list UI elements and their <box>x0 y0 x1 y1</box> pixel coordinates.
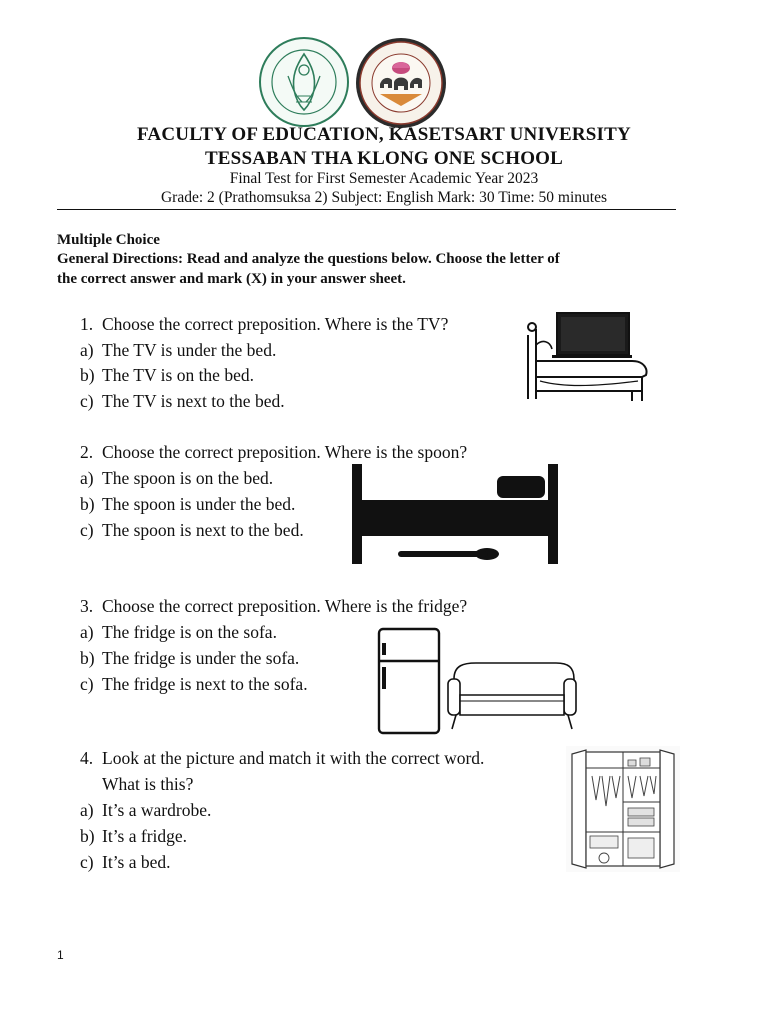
section-title: Multiple Choice <box>57 232 160 248</box>
option-3b[interactable] <box>80 648 299 669</box>
option-letter: c) <box>80 674 94 694</box>
option-text: It’s a wardrobe. <box>102 800 212 820</box>
option-text: The TV is under the bed. <box>102 340 277 360</box>
option-1c[interactable] <box>80 391 285 412</box>
grade-subject-line: Grade: 2 (Prathomsuksa 2) Subject: English Mark: 30 Time: 50 minutes <box>160 189 608 206</box>
question-number: 1. <box>80 314 94 334</box>
question-text: Look at the picture and match it with the correct word. <box>102 748 485 768</box>
option-letter: b) <box>80 494 95 514</box>
option-text: The spoon is next to the bed. <box>102 520 304 540</box>
question-number: 3. <box>80 596 94 616</box>
question-text: Choose the correct preposition. Where is the spoon? <box>102 442 468 462</box>
option-text: It’s a bed. <box>102 852 171 872</box>
option-letter: b) <box>80 826 95 846</box>
option-letter: a) <box>80 340 94 360</box>
option-text: The fridge is next to the sofa. <box>102 674 308 694</box>
header-divider <box>57 209 676 210</box>
option-3a[interactable] <box>80 622 277 643</box>
question-text: Choose the correct preposition. Where is the TV? <box>102 314 449 334</box>
option-letter: b) <box>80 365 95 385</box>
question-number: 4. <box>80 748 94 768</box>
option-letter: a) <box>80 622 94 642</box>
kasetsart-university-logo <box>258 36 350 128</box>
option-letter: c) <box>80 391 94 411</box>
spoon-under-bed-illustration <box>352 462 558 568</box>
wardrobe-illustration <box>566 746 680 872</box>
question-4-subtext: What is this? <box>102 774 194 794</box>
tha-klong-school-logo <box>354 36 448 130</box>
option-2b[interactable] <box>80 494 295 515</box>
question-text: Choose the correct preposition. Where is the fridge? <box>102 596 468 616</box>
option-4c[interactable] <box>80 852 171 873</box>
tv-on-bed-illustration <box>522 311 652 405</box>
option-text: The spoon is under the bed. <box>102 494 296 514</box>
test-subtitle: Final Test for First Semester Academic Year 2023 <box>229 170 539 187</box>
option-text: The fridge is under the sofa. <box>102 648 300 668</box>
page-number: 1 <box>57 948 64 962</box>
option-letter: a) <box>80 800 94 820</box>
directions-line-2: the correct answer and mark (X) in your answer sheet. <box>57 271 406 287</box>
option-text: It’s a fridge. <box>102 826 188 846</box>
option-2c[interactable] <box>80 520 304 541</box>
option-letter: c) <box>80 852 94 872</box>
directions-line-1: General Directions: Read and analyze the questions below. Choose the letter of <box>57 251 560 267</box>
option-4a[interactable] <box>80 800 211 821</box>
option-text: The TV is on the bed. <box>102 365 254 385</box>
question-3 <box>80 596 467 617</box>
fridge-next-to-sofa-illustration <box>376 627 580 735</box>
question-4 <box>80 748 484 769</box>
option-text: The TV is next to the bed. <box>102 391 285 411</box>
school-title: TESSABAN THA KLONG ONE SCHOOL <box>204 148 564 169</box>
option-4b[interactable] <box>80 826 187 847</box>
option-text: The spoon is on the bed. <box>102 468 274 488</box>
question-number: 2. <box>80 442 94 462</box>
option-text: The fridge is on the sofa. <box>102 622 277 642</box>
option-2a[interactable] <box>80 468 273 489</box>
option-letter: b) <box>80 648 95 668</box>
option-letter: c) <box>80 520 94 540</box>
question-2 <box>80 442 467 463</box>
option-1b[interactable] <box>80 365 254 386</box>
option-3c[interactable] <box>80 674 308 695</box>
question-1 <box>80 314 448 335</box>
faculty-title: FACULTY OF EDUCATION, KASETSART UNIVERSITY <box>137 124 631 145</box>
option-1a[interactable] <box>80 340 276 361</box>
option-letter: a) <box>80 468 94 488</box>
